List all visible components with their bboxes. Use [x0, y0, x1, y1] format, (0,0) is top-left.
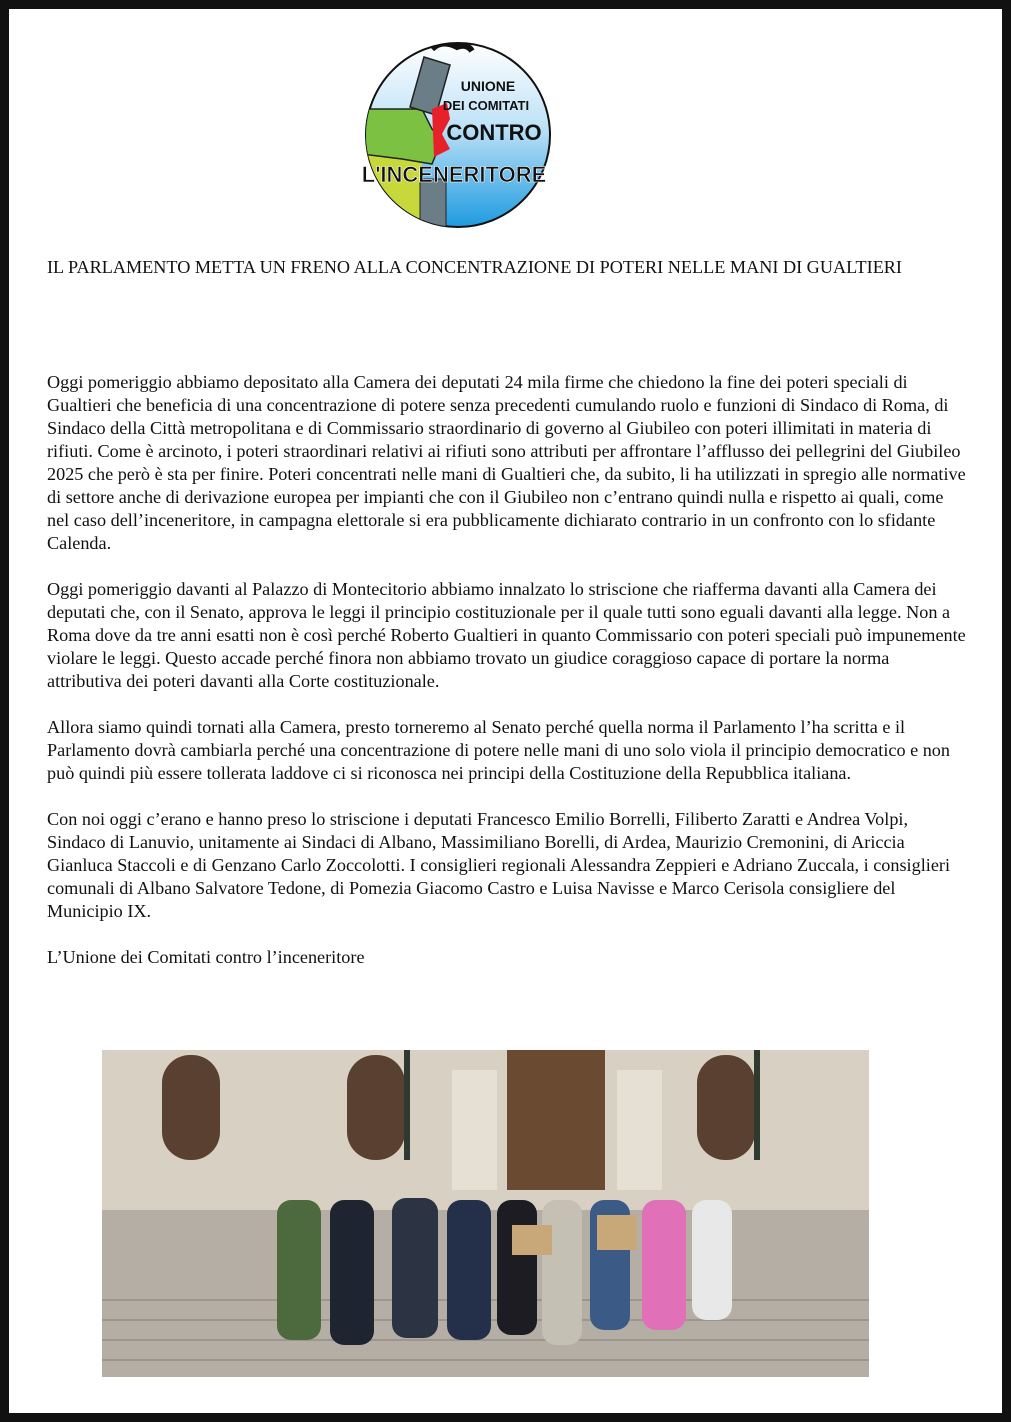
article-title: IL PARLAMENTO METTA UN FRENO ALLA CONCENTRAZIONE DI POTERI NELLE MANI DI GUALTIERI — [47, 257, 902, 277]
document-page — [9, 9, 1002, 1413]
group-photo-montecitorio — [102, 1050, 869, 1377]
article-body — [47, 371, 967, 992]
unione-comitati-logo — [362, 39, 554, 231]
svg-text:CONTRO: CONTRO — [446, 120, 542, 145]
paragraph: Oggi pomeriggio abbiamo depositato alla Camera dei deputati 24 mila firme che chiedono la fine dei poteri speciali di Gualtieri che beneficia di una concentrazione di potere senza precedenti cumulando ruolo e funzioni di Sindaco di Roma, di Sindaco della Città metropolitana e di Commissario straordinario di governo al Giubileo con poteri illimitati in materia di rifiuti. Come è arcinoto, i poteri straordinari relativi ai rifiuti sono attributi per affrontare l’afflusso dei pellegrini del Giubileo 2025 che però è sta per finire. Poteri concentrati nelle mani di Gualtieri che, da subito, li ha utilizzati in spregio alle normative di settore anche di derivazione europea per impianti che con il Giubileo non c’entrano quindi nulla e rispetto ai quali, come nel caso dell’inceneritore, in campagna elettorale si era pubblicamente dichiarato contrario in un confronto con lo sfidante Calenda. — [47, 372, 966, 553]
svg-text:L'INCENERITORE: L'INCENERITORE — [362, 162, 547, 187]
signature: L’Unione dei Comitati contro l’inceneritore — [47, 947, 365, 967]
svg-text:UNIONE: UNIONE — [460, 78, 516, 94]
svg-text:DEI COMITATI: DEI COMITATI — [442, 98, 530, 113]
paragraph: Con noi oggi c’erano e hanno preso lo striscione i deputati Francesco Emilio Borrelli, Filiberto Zaratti e Andrea Volpi, Sindaco di Lanuvio, unitamente ai Sindaci di Albano, Massimiliano Borelli, di Ardea, Maurizio Cremonini, di Ariccia Gianluca Staccoli e di Genzano Carlo Zoccolotti. I consiglieri regionali Alessandra Zeppieri e Adriano Zuccala, i consiglieri comunali di Albano Salvatore Tedone, di Pomezia Giacomo Castro e Luisa Navisse e Marco Cerisola consigliere del Municipio IX. — [47, 809, 950, 921]
paragraph: Allora siamo quindi tornati alla Camera, presto torneremo al Senato perché quella norma il Parlamento l’ha scritta e il Parlamento dovrà cambiarla perché una concentrazione di potere nelle mani di uno solo viola il principio democratico e non può quindi più essere tollerata laddove ci si riconosca nei principi della Costituzione della Repubblica italiana. — [47, 717, 950, 783]
paragraph: Oggi pomeriggio davanti al Palazzo di Montecitorio abbiamo innalzato lo striscione che riafferma davanti alla Camera dei deputati che, con il Senato, approva le leggi il principio costituzionale per il quale tutti sono eguali davanti alla legge. Non a Roma dove da tre anni esatti non è così perché Roberto Gualtieri in quanto Commissario con poteri speciali può impunemente violare le leggi. Questo accade perché finora non abbiamo trovato un giudice coraggioso capace di portare la norma attributiva dei poteri davanti alla Corte costituzionale. — [47, 579, 966, 691]
